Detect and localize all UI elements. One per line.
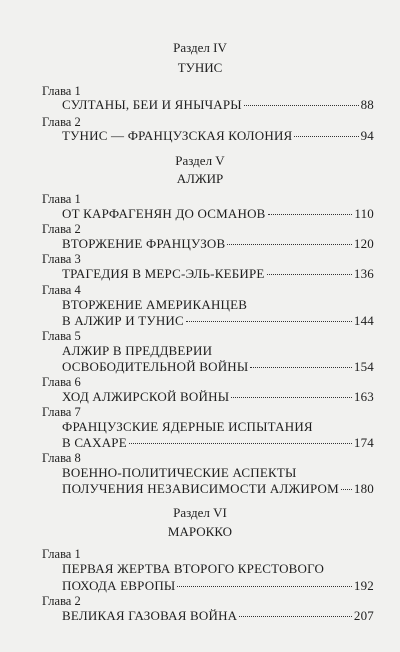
- page-number: 120: [353, 236, 374, 251]
- section-label: Раздел VI: [173, 505, 227, 520]
- chapter-title: ТРАГЕДИЯ В МЕРС-ЭЛЬ-КЕБИРЕ: [62, 266, 265, 281]
- section-title: ТУНИС: [177, 60, 223, 75]
- chapter-title: ПОЛУЧЕНИЯ НЕЗАВИСИМОСТИ АЛЖИРОМ: [62, 481, 339, 496]
- toc-entry[interactable]: [62, 359, 374, 375]
- chapter-title-line: ВОЕННО-ПОЛИТИЧЕСКИЕ АСПЕКТЫ: [62, 465, 297, 480]
- chapter-label: Глава 1: [42, 192, 81, 206]
- page-number: 94: [360, 128, 374, 143]
- toc-entry[interactable]: [62, 236, 374, 252]
- chapter-title-line: ПЕРВАЯ ЖЕРТВА ВТОРОГО КРЕСТОВОГО: [62, 561, 325, 576]
- chapter-title-line: АЛЖИР В ПРЕДДВЕРИИ: [62, 343, 213, 358]
- toc-entry[interactable]: [62, 389, 374, 405]
- page-number: 136: [353, 266, 374, 281]
- chapter-title: В АЛЖИР И ТУНИС: [62, 313, 184, 328]
- chapter-title: ВТОРЖЕНИЕ ФРАНЦУЗОВ: [62, 236, 226, 251]
- toc-entry[interactable]: [62, 128, 374, 144]
- page-number: 192: [353, 578, 374, 593]
- section-title: МАРОККО: [167, 524, 233, 539]
- leader-dots: [268, 214, 353, 215]
- leader-dots: [244, 105, 359, 106]
- page-number: 88: [360, 97, 374, 112]
- chapter-title: СУЛТАНЫ, БЕИ И ЯНЫЧАРЫ: [62, 97, 242, 112]
- chapter-title: ПОХОДА ЕВРОПЫ: [62, 578, 176, 593]
- page-number: 110: [354, 206, 374, 221]
- page-number: 174: [353, 435, 374, 450]
- toc-entry[interactable]: [62, 435, 374, 451]
- chapter-label: Глава 1: [42, 547, 81, 561]
- toc-entry[interactable]: [62, 481, 374, 497]
- toc-entry[interactable]: [62, 206, 374, 222]
- chapter-label: Глава 4: [42, 283, 81, 297]
- chapter-title-line: ВТОРЖЕНИЕ АМЕРИКАНЦЕВ: [62, 297, 248, 312]
- leader-dots: [227, 244, 351, 245]
- chapter-label: Глава 5: [42, 329, 81, 343]
- page-number: 163: [353, 389, 374, 404]
- leader-dots: [231, 397, 352, 398]
- chapter-title-line: ФРАНЦУЗСКИЕ ЯДЕРНЫЕ ИСПЫТАНИЯ: [62, 419, 313, 434]
- leader-dots: [294, 136, 358, 137]
- toc-entry[interactable]: [62, 266, 374, 282]
- leader-dots: [341, 489, 352, 490]
- chapter-title: ТУНИС — ФРАНЦУЗСКАЯ КОЛОНИЯ: [62, 128, 293, 143]
- page-number: 180: [353, 481, 374, 496]
- toc-entry[interactable]: [62, 97, 374, 113]
- chapter-label: Глава 2: [42, 222, 81, 236]
- leader-dots: [239, 616, 352, 617]
- chapter-label: Глава 6: [42, 375, 81, 389]
- chapter-title: ОТ КАРФАГЕНЯН ДО ОСМАНОВ: [62, 206, 266, 221]
- chapter-label: Глава 3: [42, 252, 81, 266]
- section-title: АЛЖИР: [176, 171, 224, 186]
- page-number: 144: [353, 313, 374, 328]
- toc-entry[interactable]: [62, 608, 374, 624]
- leader-dots: [129, 443, 352, 444]
- toc-entry[interactable]: [62, 578, 374, 594]
- leader-dots: [250, 367, 351, 368]
- chapter-title: ВЕЛИКАЯ ГАЗОВАЯ ВОЙНА: [62, 608, 238, 623]
- page-number: 207: [353, 608, 374, 623]
- leader-dots: [267, 274, 352, 275]
- chapter-label: Глава 2: [42, 594, 81, 608]
- toc-entry[interactable]: [62, 313, 374, 329]
- page-number: 154: [353, 359, 374, 374]
- chapter-label: Глава 2: [42, 115, 81, 129]
- chapter-label: Глава 7: [42, 405, 81, 419]
- chapter-title: В САХАРЕ: [62, 435, 127, 450]
- section-label: Раздел IV: [173, 40, 227, 55]
- leader-dots: [186, 321, 352, 322]
- chapter-label: Глава 1: [42, 84, 81, 98]
- chapter-label: Глава 8: [42, 451, 81, 465]
- chapter-title: ХОД АЛЖИРСКОЙ ВОЙНЫ: [62, 389, 230, 404]
- leader-dots: [177, 586, 351, 587]
- section-label: Раздел V: [175, 153, 225, 168]
- chapter-title: ОСВОБОДИТЕЛЬНОЙ ВОЙНЫ: [62, 359, 249, 374]
